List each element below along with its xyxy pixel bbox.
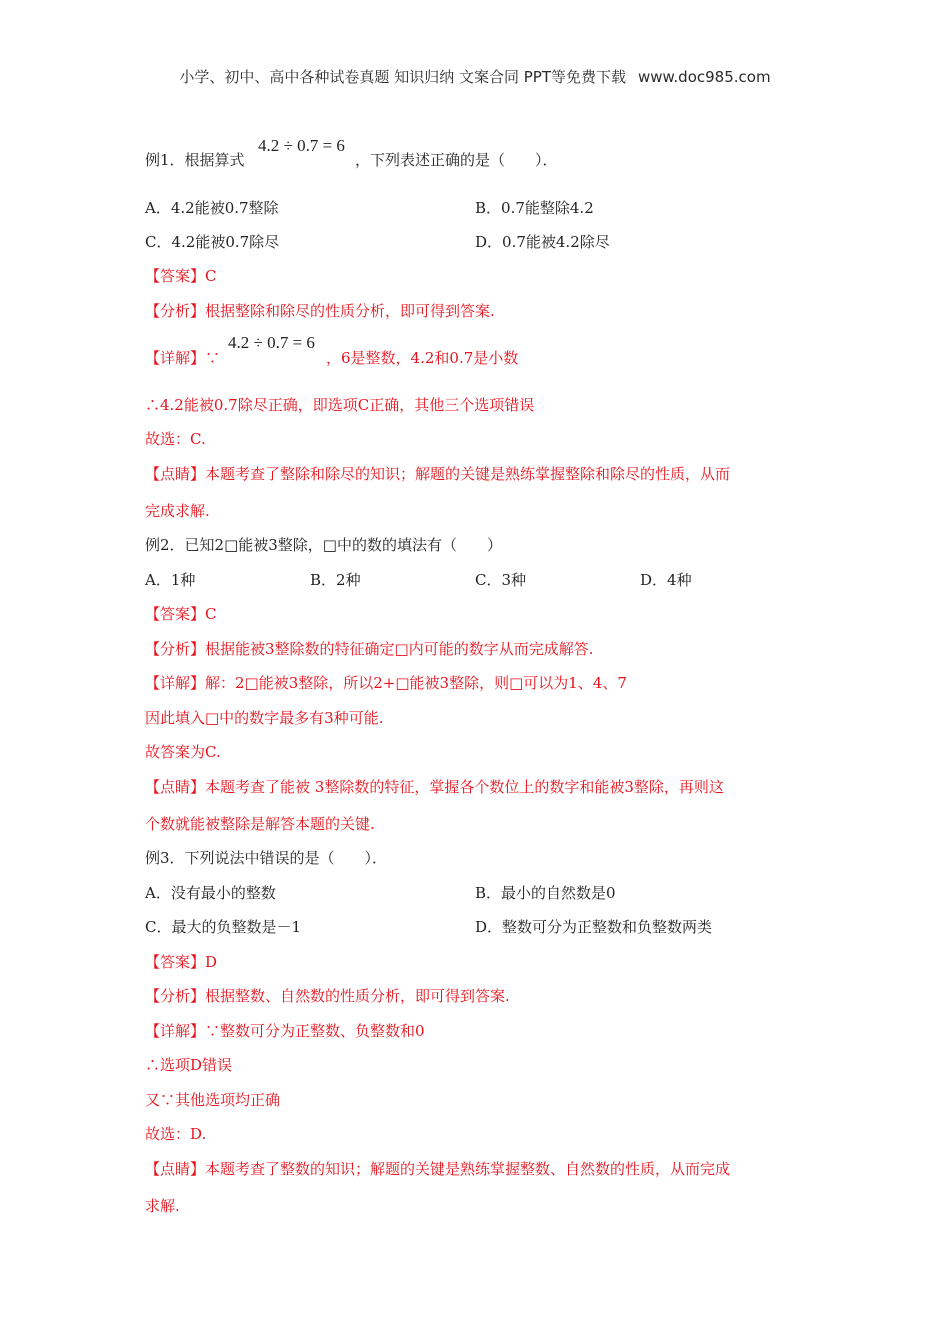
ex1-option-a: A．4.2能被0.7整除 <box>145 199 279 217</box>
ex2-conclusion: 故答案为C. <box>145 743 221 761</box>
ex1-option-d: D．0.7能被4.2除尽 <box>475 233 610 251</box>
ex1-option-b: B．0.7能整除4.2 <box>475 199 594 217</box>
ex3-answer: 【答案】D <box>145 953 218 971</box>
ex1-detail-line2: ∴4.2能被0.7除尽正确，即选项C正确，其他三个选项错误 <box>145 396 535 414</box>
header-title: 小学、初中、高中各种试卷真题 知识归纳 文案合同 PPT等免费下载 <box>179 68 626 86</box>
ex3-option-b: B．最小的自然数是0 <box>475 884 616 902</box>
ex2-detail-line2: 因此填入□中的数字最多有3种可能. <box>145 709 384 727</box>
ex2-option-a: A．1种 <box>145 571 196 589</box>
header-url: www.doc985.com <box>637 68 771 86</box>
ex3-conclusion: 故选：D. <box>145 1125 207 1143</box>
ex2-analysis: 【分析】根据能被3整除数的特征确定□内可能的数字从而完成解答. <box>145 640 594 658</box>
ex3-option-c: C．最大的负整数是－1 <box>145 918 302 936</box>
ex1-comment-line1: 【点睛】本题考查了整除和除尽的知识；解题的关键是熟练掌握整除和除尽的性质，从而 <box>145 465 731 483</box>
ex3-question: 例3．下列说法中错误的是（ ）． <box>145 849 388 867</box>
ex3-detail-line3: 又∵其他选项均正确 <box>145 1091 281 1109</box>
ex1-formula: 4.2 ÷ 0.7 = 6 <box>258 136 345 155</box>
ex2-comment-line1: 【点睛】本题考查了能被 3整除数的特征，掌握各个数位上的数字和能被3整除，再则这 <box>145 778 724 796</box>
page-header <box>0 66 950 87</box>
ex2-option-b: B．2种 <box>310 571 361 589</box>
ex3-option-a: A．没有最小的整数 <box>145 884 276 902</box>
ex2-option-d: D．4种 <box>640 571 692 589</box>
ex1-comment-line2: 完成求解. <box>145 502 210 520</box>
ex2-question: 例2．已知2□能被3整除，□中的数的填法有（ ） <box>145 536 502 554</box>
ex1-detail-suffix: ，6是整数，4.2和0.7是小数 <box>326 349 519 367</box>
ex1-analysis: 【分析】根据整除和除尽的性质分析，即可得到答案. <box>145 302 495 320</box>
ex3-option-d: D．整数可分为正整数和负整数两类 <box>475 918 713 936</box>
ex3-comment-line2: 求解. <box>145 1197 180 1215</box>
ex1-answer: 【答案】C <box>145 267 217 285</box>
ex2-detail: 【详解】解：2□能被3整除，所以2+□能被3整除，则□可以为1、4、7 <box>145 674 627 692</box>
ex2-answer: 【答案】C <box>145 605 217 623</box>
ex3-detail: 【详解】∵整数可分为正整数、负整数和0 <box>145 1022 425 1040</box>
ex3-comment-line1: 【点睛】本题考查了整数的知识；解题的关键是熟练掌握整数、自然数的性质，从而完成 <box>145 1160 731 1178</box>
ex1-option-c: C．4.2能被0.7除尽 <box>145 233 280 251</box>
ex1-conclusion: 故选：C. <box>145 430 206 448</box>
ex1-detail-prefix: 【详解】∵ <box>145 349 221 367</box>
ex1-question <box>145 150 245 170</box>
ex3-analysis: 【分析】根据整数、自然数的性质分析，即可得到答案. <box>145 987 510 1005</box>
ex2-comment-line2: 个数就能被整除是解答本题的关键. <box>145 815 375 833</box>
ex3-detail-line2: ∴选项D错误 <box>145 1056 233 1074</box>
ex1-detail-formula: 4.2 ÷ 0.7 = 6 <box>228 333 315 352</box>
ex2-option-c: C．3种 <box>475 571 527 589</box>
ex1-question-suffix: ，下列表述正确的是（ ）． <box>355 151 558 169</box>
ex1-question-prefix: 例1．根据算式 <box>145 151 245 169</box>
